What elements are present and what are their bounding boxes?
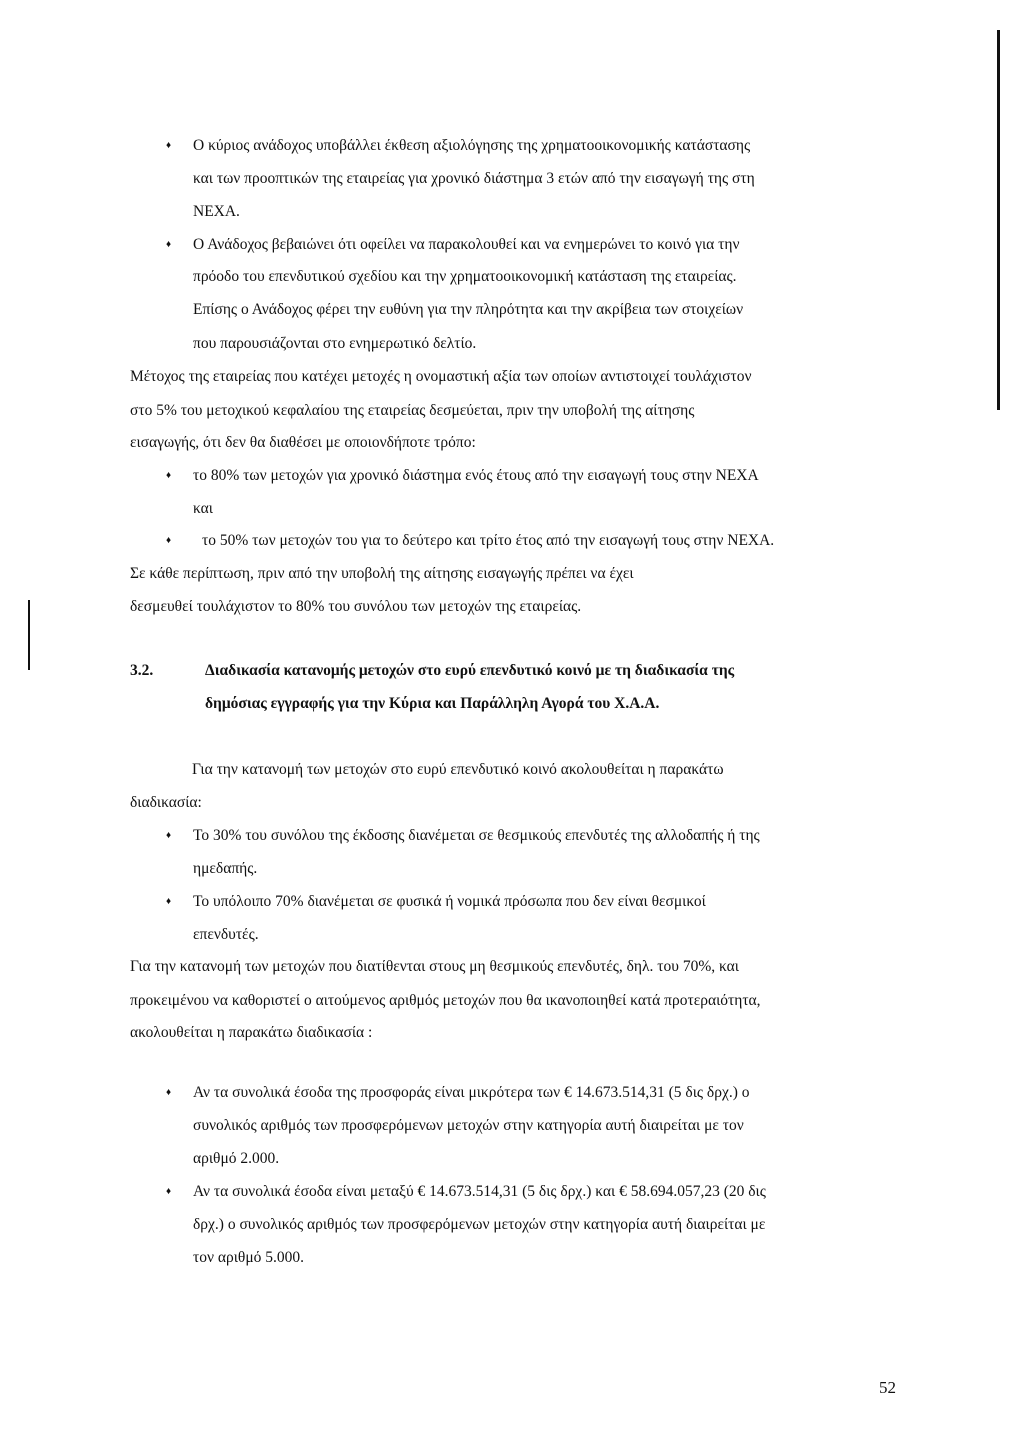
paragraph-1-line-3: εισαγωγής, ότι δεν θα διαθέσει με οποιονδήποτε τρόπο: bbox=[130, 434, 476, 451]
bullet-3-line-1: το 80% των μετοχών για χρονικό διάστημα ενός έτους από την εισαγωγή τους στην ΝΕΧΑ bbox=[193, 467, 759, 484]
bullet-8-line-1: Αν τα συνολικά έσοδα είναι μεταξύ € 14.673.514,31 (5 δις δρχ.) και € 58.694.057,23 (20 δις bbox=[193, 1183, 766, 1200]
bullet-1-line-3: ΝΕΧΑ. bbox=[193, 203, 240, 220]
section-heading-line-1: Διαδικασία κατανομής μετοχών στο ευρύ επενδυτικό κοινό με τη διαδικασία της bbox=[205, 662, 735, 679]
page-number: 52 bbox=[879, 1378, 896, 1397]
bullet-8-line-3: τον αριθμό 5.000. bbox=[193, 1249, 304, 1266]
section-number: 3.2. bbox=[130, 662, 154, 679]
bullet-7-line-1: Αν τα συνολικά έσοδα της προσφοράς είναι μικρότερα των € 14.673.514,31 (5 δις δρχ.) ο bbox=[193, 1084, 750, 1101]
right-margin-bar bbox=[997, 30, 1000, 410]
paragraph-3-line-1: Για την κατανομή των μετοχών στο ευρύ επενδυτικό κοινό ακολουθείται η παρακάτω bbox=[192, 761, 724, 778]
left-margin-bar bbox=[28, 600, 30, 670]
paragraph-2-line-1: Σε κάθε περίπτωση, πριν από την υποβολή της αίτησης εισαγωγής πρέπει να έχει bbox=[130, 565, 634, 582]
bullet-6-line-1: Το υπόλοιπο 70% διανέμεται σε φυσικά ή νομικά πρόσωπα που δεν είναι θεσμικοί bbox=[193, 893, 706, 910]
bullet-2-line-1: Ο Ανάδοχος βεβαιώνει ότι οφείλει να παρακολουθεί και να ενημερώνει το κοινό για την bbox=[193, 236, 740, 253]
bullet-icon: ♦ bbox=[166, 1186, 172, 1197]
bullet-icon: ♦ bbox=[166, 140, 172, 151]
bullet-icon: ♦ bbox=[166, 239, 172, 250]
bullet-icon: ♦ bbox=[166, 830, 172, 841]
bullet-8-line-2: δρχ.) ο συνολικός αριθμός των προσφερόμενων μετοχών στην κατηγορία αυτή διαιρείται με bbox=[193, 1216, 766, 1233]
bullet-1-line-2: και των προοπτικών της εταιρείας για χρονικό διάστημα 3 ετών από την εισαγωγή της στη bbox=[193, 170, 755, 187]
bullet-2-line-2: πρόοδο του επενδυτικού σχεδίου και την χρηματοοικονομική κατάσταση της εταιρείας. bbox=[193, 268, 737, 285]
bullet-3-line-2: και bbox=[193, 500, 213, 517]
paragraph-3-line-2: διαδικασία: bbox=[130, 794, 202, 811]
bullet-5-line-2: ημεδαπής. bbox=[193, 860, 258, 877]
bullet-6-line-2: επενδυτές. bbox=[193, 926, 259, 943]
bullet-icon: ♦ bbox=[166, 470, 172, 481]
section-heading-line-2: δημόσιας εγγραφής για την Κύρια και Παράλληλη Αγορά του Χ.Α.Α. bbox=[205, 695, 660, 712]
paragraph-1-line-2: στο 5% του μετοχικού κεφαλαίου της εταιρείας δεσμεύεται, πριν την υποβολή της αίτησης bbox=[130, 402, 695, 419]
bullet-2-line-3: Επίσης ο Ανάδοχος φέρει την ευθύνη για την πληρότητα και την ακρίβεια των στοιχείων bbox=[193, 301, 744, 318]
bullet-icon: ♦ bbox=[166, 535, 172, 546]
bullet-icon: ♦ bbox=[166, 896, 172, 907]
bullet-7-line-3: αριθμό 2.000. bbox=[193, 1150, 280, 1167]
paragraph-4-line-3: ακολουθείται η παρακάτω διαδικασία : bbox=[130, 1024, 373, 1041]
bullet-7-line-2: συνολικός αριθμός των προσφερόμενων μετοχών στην κατηγορία αυτή διαιρείται με τον bbox=[193, 1117, 744, 1134]
bullet-2-line-4: που παρουσιάζονται στο ενημερωτικό δελτίο. bbox=[193, 335, 477, 352]
bullet-1-line-1: Ο κύριος ανάδοχος υποβάλλει έκθεση αξιολόγησης της χρηματοοικονομικής κατάστασης bbox=[193, 137, 751, 154]
bullet-4-line-1: το 50% των μετοχών του για το δεύτερο και τρίτο έτος από την εισαγωγή τους στην ΝΕΧΑ. bbox=[202, 532, 775, 549]
bullet-5-line-1: Το 30% του συνόλου της έκδοσης διανέμεται σε θεσμικούς επενδυτές της αλλοδαπής ή της bbox=[193, 827, 760, 844]
paragraph-2-line-2: δεσμευθεί τουλάχιστον το 80% του συνόλου των μετοχών της εταιρείας. bbox=[130, 598, 582, 615]
paragraph-1-line-1: Μέτοχος της εταιρείας που κατέχει μετοχές η ονομαστική αξία των οποίων αντιστοιχεί τουλάχιστον bbox=[130, 368, 752, 385]
paragraph-4-line-1: Για την κατανομή των μετοχών που διατίθενται στους μη θεσμικούς επενδυτές, δηλ. του 70%, και bbox=[130, 958, 739, 975]
paragraph-4-line-2: προκειμένου να καθοριστεί ο αιτούμενος αριθμός μετοχών που θα ικανοποιηθεί κατά προτεραιότητα, bbox=[130, 992, 761, 1009]
bullet-icon: ♦ bbox=[166, 1087, 172, 1098]
